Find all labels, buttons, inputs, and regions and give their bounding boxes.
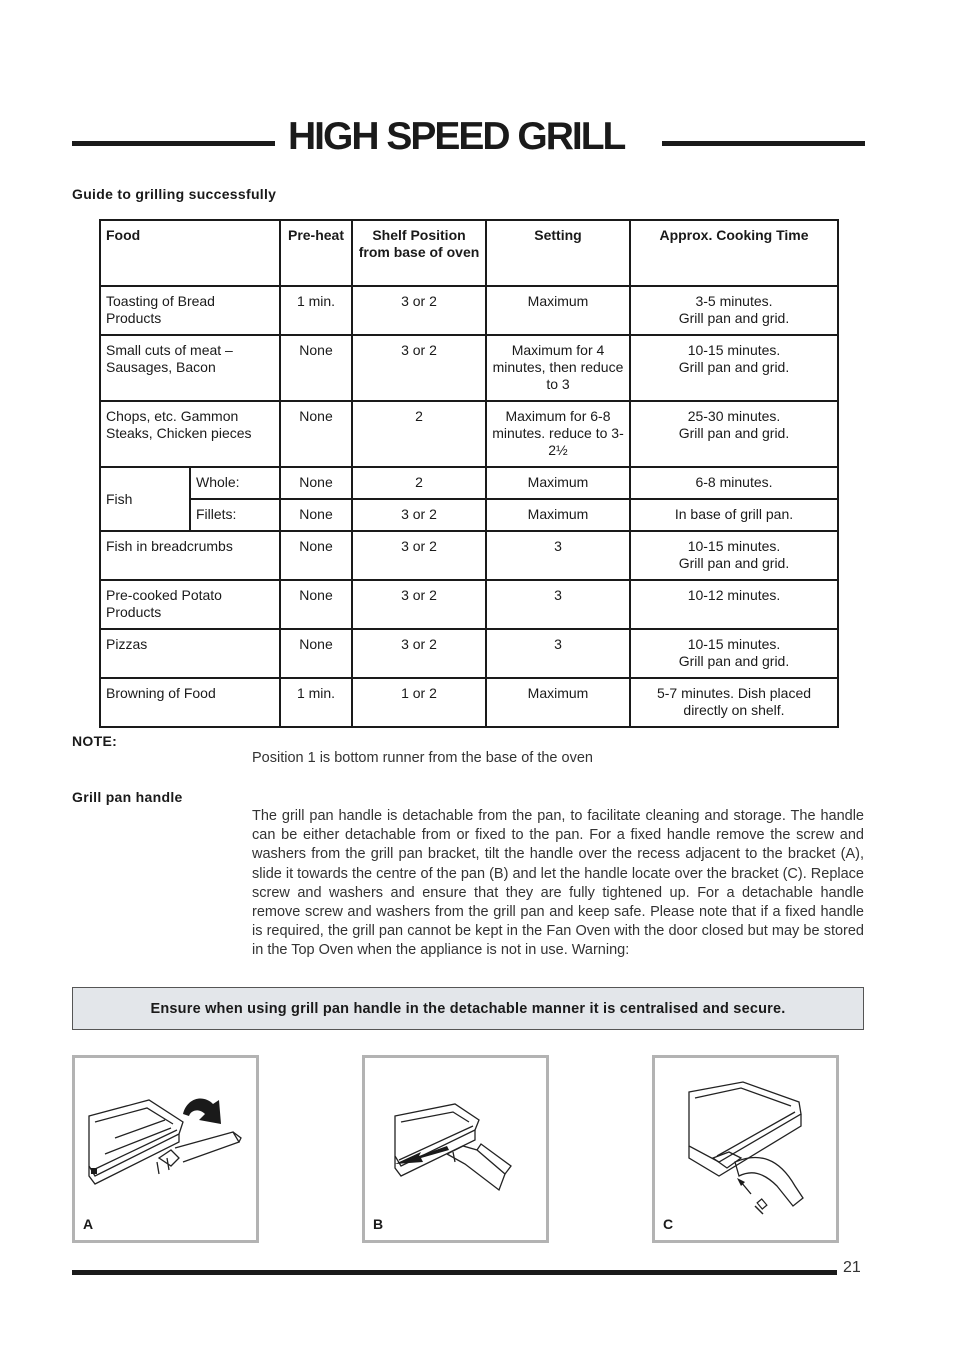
shelf-cell: 3 or 2 <box>352 286 486 335</box>
setting-cell: Maximum <box>486 678 630 727</box>
grill-pan-handle-locate-illustration <box>655 1058 836 1240</box>
grill-pan-handle-slide-illustration <box>365 1058 546 1240</box>
page-header <box>72 112 865 162</box>
setting-cell: 3 <box>486 580 630 629</box>
time-cell: 10-15 minutes. Grill pan and grid. <box>630 629 838 678</box>
title-rule-left <box>72 141 275 146</box>
footer-rule <box>72 1270 837 1275</box>
preheat-cell: None <box>280 531 352 580</box>
shelf-cell: 2 <box>352 467 486 499</box>
figure-a <box>72 1055 259 1243</box>
table-row <box>100 580 838 629</box>
note-text: Position 1 is bottom runner from the base of the oven <box>252 750 593 766</box>
grill-pan-handle-tilt-illustration <box>75 1058 256 1240</box>
food-cell: Toasting of Bread Products <box>100 286 280 335</box>
time-cell: 6-8 minutes. <box>630 467 838 499</box>
guide-heading: Guide to grilling successfully <box>72 186 277 202</box>
preheat-cell: None <box>280 401 352 467</box>
setting-cell: Maximum <box>486 499 630 531</box>
setting-cell: Maximum <box>486 286 630 335</box>
preheat-cell: None <box>280 580 352 629</box>
grill-pan-handle-text: The grill pan handle is detachable from the pan, to facilitate cleaning and storage. The handle can be either detachable from or fixed to the pan. For a fixed handle remove the screw and washers from the grill pan bracket, tilt the handle over the recess adjacent to the bracket (A), slide it towards the centre of the pan (B) and let the handle locate over the bracket (C). Replace screw and washers and ensure that they are fully tightened up. For a detachable handle remove screw and washers from the grill pan and keep safe. Please note that if a fixed handle is required, the grill pan cannot be kept in the Fan Oven with the door closed but may be stored in the Top Oven when the appliance is not in use. Warning: <box>252 808 864 959</box>
table-row <box>100 467 838 499</box>
figure-b <box>362 1055 549 1243</box>
time-cell: 3-5 minutes. Grill pan and grid. <box>630 286 838 335</box>
preheat-cell: None <box>280 499 352 531</box>
shelf-cell: 1 or 2 <box>352 678 486 727</box>
shelf-cell: 3 or 2 <box>352 580 486 629</box>
page-number: 21 <box>843 1259 861 1276</box>
food-cell: Fish in breadcrumbs <box>100 531 280 580</box>
figure-label-a: A <box>83 1216 94 1232</box>
food-cell: Small cuts of meat – Sausages, Bacon <box>100 335 280 401</box>
setting-cell: 3 <box>486 629 630 678</box>
food-cell: Browning of Food <box>100 678 280 727</box>
shelf-cell: 2 <box>352 401 486 467</box>
preheat-cell: None <box>280 467 352 499</box>
warning-box: Ensure when using grill pan handle in the detachable manner it is centralised and secure. <box>72 987 864 1030</box>
shelf-cell: 3 or 2 <box>352 335 486 401</box>
food-cell: Pizzas <box>100 629 280 678</box>
setting-cell: Maximum for 4 minutes, then reduce to 3 <box>486 335 630 401</box>
note-label: NOTE: <box>72 733 118 749</box>
preheat-cell: 1 min. <box>280 678 352 727</box>
column-header-food: Food <box>100 220 280 286</box>
preheat-cell: None <box>280 629 352 678</box>
table-row <box>100 629 838 678</box>
shelf-cell: 3 or 2 <box>352 629 486 678</box>
column-header-setting: Setting <box>486 220 630 286</box>
food-cell: Chops, etc. Gammon Steaks, Chicken pieces <box>100 401 280 467</box>
title-rule-right <box>662 141 865 146</box>
table-row <box>100 401 838 467</box>
time-cell: 25-30 minutes. Grill pan and grid. <box>630 401 838 467</box>
table-header-row <box>100 220 838 286</box>
time-cell: In base of grill pan. <box>630 499 838 531</box>
fish-type-cell: Fillets: <box>190 499 280 531</box>
table-row <box>100 678 838 727</box>
preheat-cell: 1 min. <box>280 286 352 335</box>
fish-label-cell: Fish <box>100 467 190 531</box>
time-cell: 10-15 minutes. Grill pan and grid. <box>630 335 838 401</box>
table-row <box>100 499 838 531</box>
grill-pan-handle-heading: Grill pan handle <box>72 789 183 805</box>
setting-cell: Maximum <box>486 467 630 499</box>
column-header-shelf-position: Shelf Position from base of oven <box>352 220 486 286</box>
column-header-preheat: Pre-heat <box>280 220 352 286</box>
setting-cell: 3 <box>486 531 630 580</box>
figure-label-b: B <box>373 1216 384 1232</box>
food-cell: Pre-cooked Potato Products <box>100 580 280 629</box>
table-row <box>100 335 838 401</box>
column-header-cooking-time: Approx. Cooking Time <box>630 220 838 286</box>
time-cell: 10-15 minutes. Grill pan and grid. <box>630 531 838 580</box>
table-row <box>100 531 838 580</box>
time-cell: 5-7 minutes. Dish placed directly on shelf. <box>630 678 838 727</box>
shelf-cell: 3 or 2 <box>352 531 486 580</box>
table-row <box>100 286 838 335</box>
shelf-cell: 3 or 2 <box>352 499 486 531</box>
time-cell: 10-12 minutes. <box>630 580 838 629</box>
figure-label-c: C <box>663 1216 674 1232</box>
preheat-cell: None <box>280 335 352 401</box>
page-title: HIGH SPEED GRILL <box>288 115 625 158</box>
fish-type-cell: Whole: <box>190 467 280 499</box>
setting-cell: Maximum for 6-8 minutes. reduce to 3-2½ <box>486 401 630 467</box>
grilling-guide-table <box>99 219 839 728</box>
figure-c <box>652 1055 839 1243</box>
